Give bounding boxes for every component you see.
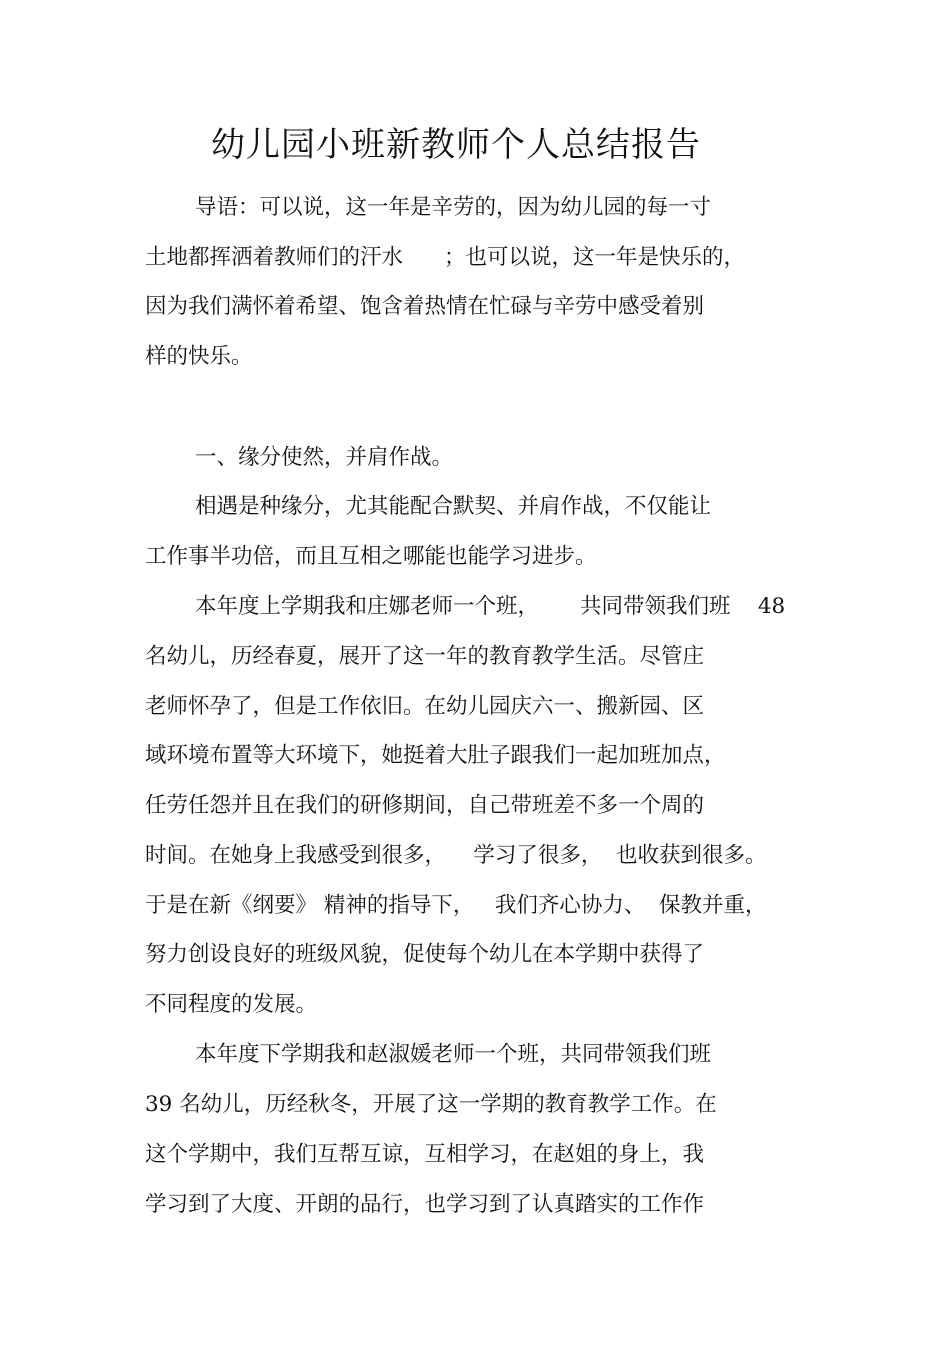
document-title: 幼儿园小班新教师个人总结报告 <box>211 125 701 165</box>
paragraph-line: 老师怀孕了，但是工作依旧。在幼儿园庆六一、搬新园、区 <box>145 694 705 719</box>
paragraph-line: 这个学期中，我们互帮互谅，互相学习，在赵姐的身上，我 <box>145 1142 705 1167</box>
paragraph-line: 任劳任怨并且在我们的研修期间，自己带班差不多一个周的 <box>145 793 705 818</box>
intro-line-2: 土地都挥洒着教师们的汗水 ；也可以说，这一年是快乐的， <box>145 245 746 270</box>
intro-line-3: 因为我们满怀着希望、饱含着热情在忙碌与辛劳中感受着别 <box>145 294 705 319</box>
paragraph-line: 名幼儿，历经春夏，展开了这一年的教育教学生活。尽管庄 <box>145 644 705 669</box>
section-heading: 一、缘分使然，并肩作战。 <box>195 445 454 470</box>
paragraph-line: 不同程度的发展。 <box>145 992 318 1017</box>
paragraph-line: 39 名幼儿，历经秋冬，开展了这一学期的教育教学工作。在 <box>145 1092 717 1117</box>
paragraph-line: 努力创设良好的班级风貌，促使每个幼儿在本学期中获得了 <box>145 942 705 967</box>
paragraph-line: 域环境布置等大环境下，她挺着大肚子跟我们一起加班加点， <box>145 743 726 768</box>
paragraph-line: 工作事半功倍，而且互相之哪能也能学习进步。 <box>145 544 597 569</box>
paragraph-line: 本年度下学期我和赵淑媛老师一个班，共同带领我们班 <box>195 1042 712 1067</box>
paragraph-line: 相遇是种缘分，尤其能配合默契、并肩作战，不仅能让 <box>195 494 712 519</box>
paragraph-line: 时间。在她身上我感受到很多， 学习了很多， 也收获到很多。 <box>145 843 767 868</box>
intro-line-1: 导语：可以说，这一年是辛劳的，因为幼儿园的每一寸 <box>195 195 712 220</box>
paragraph-line: 本年度上学期我和庄娜老师一个班， 共同带领我们班 48 <box>195 594 786 619</box>
paragraph-line: 学习到了大度、开朗的品行，也学习到了认真踏实的工作作 <box>145 1192 705 1217</box>
intro-line-4: 样的快乐。 <box>145 344 253 369</box>
paragraph-line: 于是在新《纲要》 精神的指导下， 我们齐心协力、 保教并重， <box>145 893 767 918</box>
